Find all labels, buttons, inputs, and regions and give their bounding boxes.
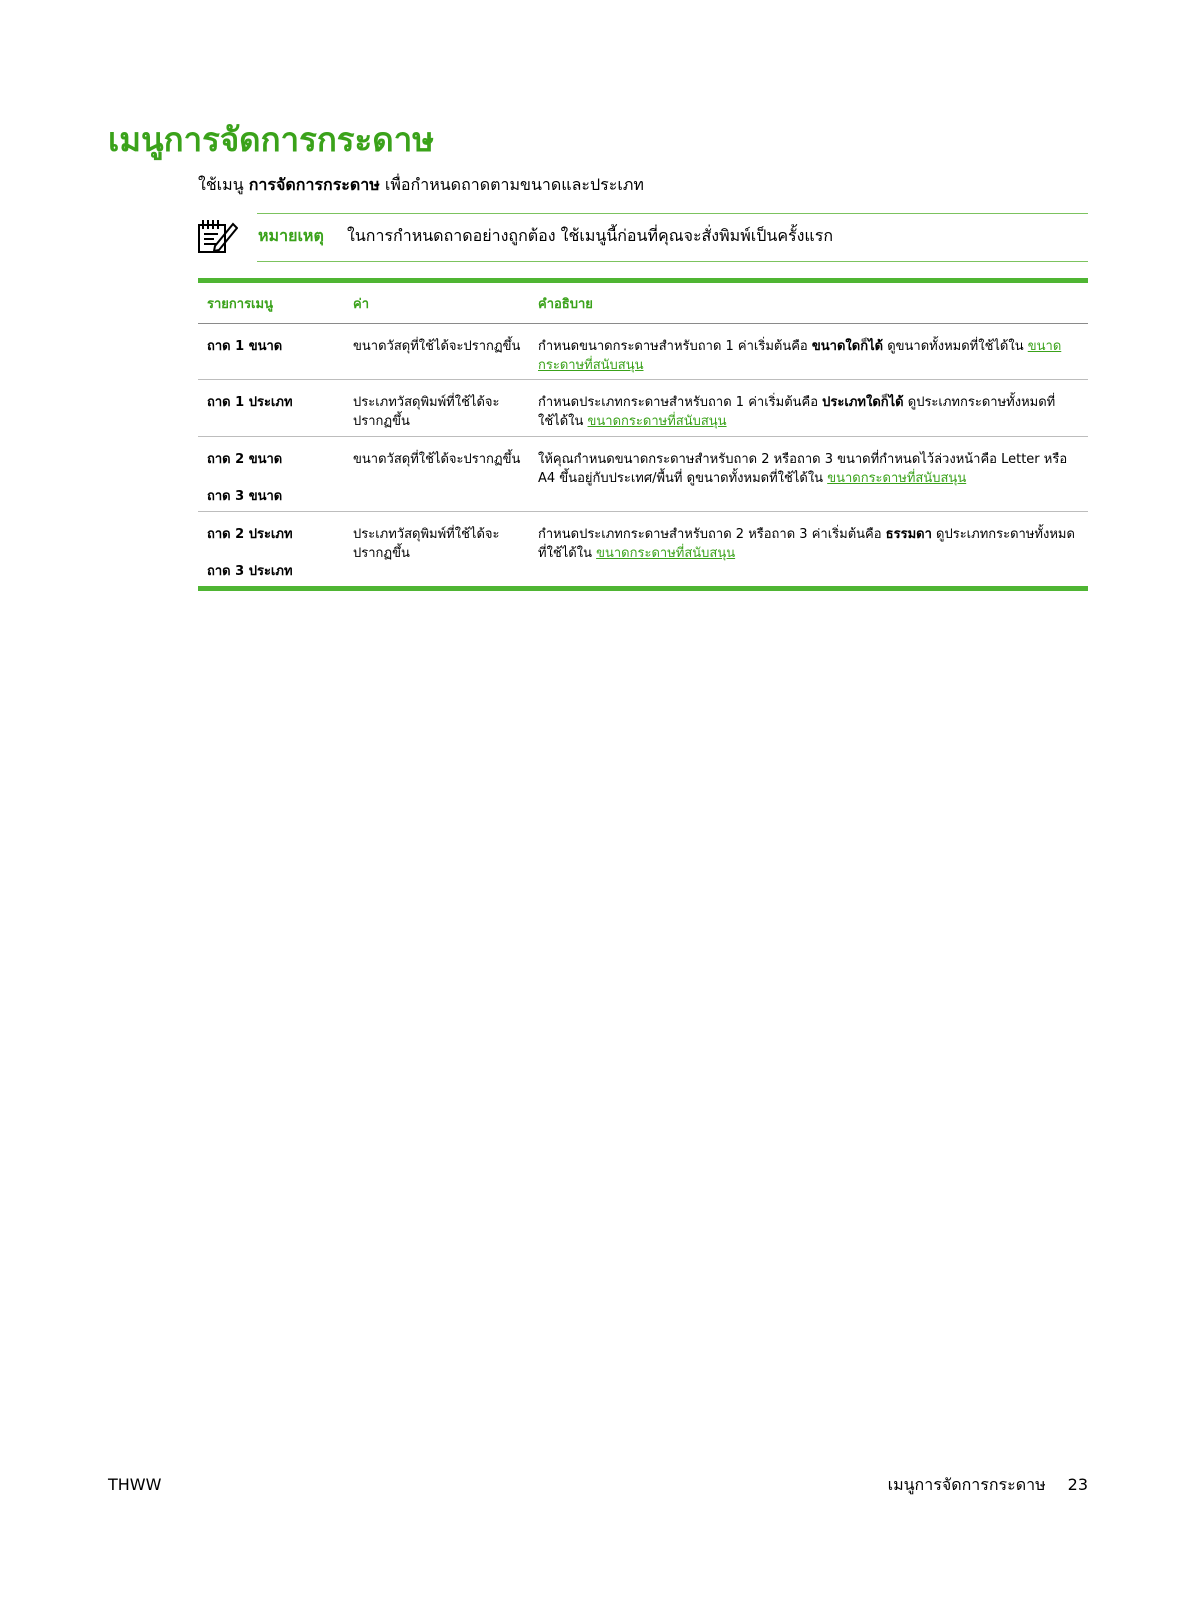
description-text: ดูขนาดทั้งหมดที่ใช้ได้ใน [883,339,1028,354]
table-row [198,437,1088,512]
menu-item-cell [198,437,345,511]
note-text: ในการกำหนดถาดอย่างถูกต้อง ใช้เมนูนี้ก่อนที่คุณจะสั่งพิมพ์เป็นครั้งแรก [347,226,834,245]
description-text: ให้คุณกำหนดขนาดกระดาษสำหรับถาด 2 หรือถาด 3 ขนาดที่กำหนดไว้ล่วงหน้าคือ Letter หรือ A4 ขึ้นอยู่กับประเทศ/พื้นที่ ดูขนาดทั้งหมดที่ใช้ได้ใน [538,452,1068,486]
supported-sizes-link[interactable]: ขนาดกระดาษที่สนับสนุน [587,414,727,429]
footer-product-code: THWW [108,1475,162,1494]
menu-item-cell [198,324,345,379]
menu-item: ถาด 2 ประเภท [207,527,293,542]
intro-menu-name: การจัดการกระดาษ [248,175,380,194]
menu-item-cell [198,512,345,586]
description-cell [530,437,1088,511]
note-icon [196,216,238,256]
menu-item: ถาด 1 ประเภท [207,395,293,410]
menu-item: ถาด 3 ประเภท [207,564,293,579]
page-title: เมนูการจัดการกระดาษ [108,120,434,159]
description-text: กำหนดขนาดกระดาษสำหรับถาด 1 ค่าเริ่มต้นคือ [538,339,812,354]
note-bottom-rule [257,261,1088,262]
intro-prefix: ใช้เมนู [198,175,249,194]
intro-paragraph [198,172,644,198]
menu-item: ถาด 1 ขนาด [207,339,283,354]
footer-section [888,1473,1088,1497]
table-row [198,512,1088,586]
note-label: หมายเหตุ [258,226,324,245]
description-text: กำหนดประเภทกระดาษสำหรับถาด 2 หรือถาด 3 ค่าเริ่มต้นคือ [538,527,886,542]
menu-table [198,278,1088,591]
supported-sizes-link[interactable]: ขนาดกระดาษที่สนับสนุน [827,471,967,486]
supported-sizes-link[interactable]: ขนาดกระดาษที่สนับสนุน [596,546,736,561]
footer-section-title: เมนูการจัดการกระดาษ [887,1475,1046,1494]
column-header-description: คำอธิบาย [538,297,593,312]
description-text: ดูประเภทกระดาษทั้งหมดที่ใช้ได้ใน [538,527,1075,561]
description-cell [530,512,1088,586]
value-cell: ประเภทวัสดุพิมพ์ที่ใช้ได้จะปรากฏขึ้น [353,527,500,561]
value-cell: ประเภทวัสดุพิมพ์ที่ใช้ได้จะปรากฏขึ้น [353,395,500,429]
description-text: ดูประเภทกระดาษทั้งหมดที่ใช้ได้ใน [538,395,1056,429]
value-cell: ขนาดวัสดุที่ใช้ได้จะปรากฏขึ้น [353,452,521,467]
default-value: ขนาดใดก็ได้ [811,339,884,354]
table-header-row [198,283,1088,324]
note-top-rule [257,213,1088,214]
page-number: 23 [1067,1475,1088,1494]
value-cell: ขนาดวัสดุที่ใช้ได้จะปรากฏขึ้น [353,339,521,354]
table-row [198,324,1088,380]
supported-sizes-link[interactable]: ขนาดกระดาษที่สนับสนุน [538,339,1062,373]
table-row [198,380,1088,437]
menu-item: ถาด 3 ขนาด [207,489,283,504]
description-cell [530,380,1088,436]
menu-item: ถาด 2 ขนาด [207,452,283,467]
menu-item-cell [198,380,345,436]
column-header-menu-item: รายการเมนู [207,297,273,312]
intro-suffix: เพื่อกำหนดถาดตามขนาดและประเภท [379,175,644,194]
column-header-value: ค่า [353,297,369,312]
description-cell [530,324,1088,379]
default-value: ประเภทใดก็ได้ [822,395,904,410]
default-value: ธรรมดา [885,527,932,542]
description-text: กำหนดประเภทกระดาษสำหรับถาด 1 ค่าเริ่มต้นคือ [538,395,823,410]
